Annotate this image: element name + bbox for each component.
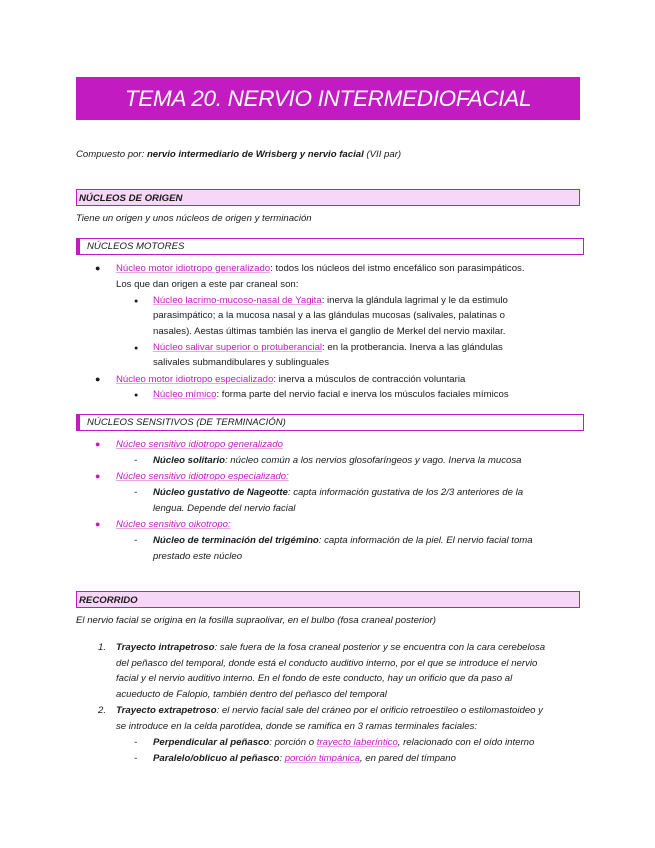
list-number: 1. [98,642,107,653]
motor-sub-1 [153,293,508,309]
recorrido-item-1-term: Trayecto intrapetroso [116,642,215,653]
recorrido-item-1-line3: facial y el nervio auditivo interno. En el fondo de este conducto, hay un orificio que da paso al [116,673,513,684]
recorrido-sub-2-text: , en pared del tímpano [359,753,456,764]
dash-icon: - [134,737,138,748]
bullet-icon: ● [95,263,101,273]
motor-sub-2-term: Núcleo salivar superior o protuberancial [153,342,323,353]
recorrido-item-2-term: Trayecto extrapetroso [116,705,217,716]
motor-item-1-text: : todos los núcleos del istmo encefálico son parasimpáticos. [270,263,525,274]
bullet-icon: ● [95,471,101,481]
sens-item-1-term: Núcleo sensitivo idiotropo generalizado [116,439,283,450]
nucleos-origen-desc: Tiene un origen y unos núcleos de origen y terminación [76,213,312,224]
recorrido-sub-1-text: , relacionado con el oído interno [397,737,535,748]
recorrido-sub-1-mid: : porción o [269,737,317,748]
recorrido-desc: El nervio facial se origina en la fosilla supraolivar, en el bulbo (fosa craneal posterior) [76,615,436,626]
motor-item-2 [116,372,465,388]
motor-item-1-line2: Los que dan origen a este par craneal son: [116,279,299,290]
recorrido-sub-2-pink: porción timpánica [284,753,360,764]
recorrido-sub-1 [153,735,534,751]
sens-sub-2-term: Núcleo gustativo de Nageotte [153,487,288,498]
sens-sub-1-term: Núcleo solitario [153,455,225,466]
bullet-icon: ● [95,374,101,384]
recorrido-sub-2 [153,751,456,767]
recorrido-sub-2-mid: : [279,753,285,764]
motor-sub-1-text: : inerva la glándula lagrimal y le da estimulo [321,295,508,306]
recorrido-item-2-text: : el nervio facial sale del cráneo por el orificio retroestileo o estilomastoideo y [216,705,543,716]
motor-item-1 [116,261,525,277]
sub-bullet-icon: ● [134,392,139,399]
recorrido-item-1-text: : sale fuera de la fosa craneal posterior y se encuentra con la cara cerebelosa [214,642,546,653]
section-header-recorrido: RECORRIDO [76,591,580,608]
sub-bullet-icon: ● [134,298,139,305]
motor-sub-1-term: Núcleo lacrimo-mucoso-nasal de Yagita [153,295,322,306]
bullet-icon: ● [95,439,101,449]
bullet-icon: ● [95,519,101,529]
recorrido-sub-1-term: Perpendicular al peñasco [153,737,270,748]
sens-sub-3-term: Núcleo de terminación del trigémino [153,535,319,546]
motor-sub-1-line3: nasales). Aestas últimas también las inerva el ganglio de Merkel del nervio maxilar. [153,326,506,337]
sens-sub-3 [153,533,533,549]
recorrido-item-1-line4: acueducto de Falopio, también dentro del peñasco del temporal [116,689,387,700]
sens-sub-2 [153,485,523,501]
motor-sub-3-text: : forma parte del nervio facial e inerva los músculos faciales mímicos [216,389,509,400]
sens-sub-2-line2: lengua. Depende del nervio facial [153,503,296,514]
sens-sub-3-text: : capta información de la piel. El nervio facial toma [318,535,533,546]
sens-sub-3-line2: prestado este núcleo [153,551,243,562]
dash-icon: - [134,753,138,764]
intro-line [76,147,401,163]
sens-item-3-term: Núcleo sensitivo oikotropo: [116,519,231,530]
motor-sub-2 [153,340,503,356]
section-header-nucleos-origen: NÚCLEOS DE ORIGEN [76,189,580,206]
motor-sub-3 [153,387,509,403]
sens-item-2-term: Núcleo sensitivo idiotropo especializado: [116,471,289,482]
list-number: 2. [98,705,107,716]
intro-suffix: (VII par) [363,149,402,160]
motor-sub-1-line2: parasimpático; a la mucosa nasal y a las glándulas mucosas (salivales, palatinas o [153,310,505,321]
dash-icon: - [134,535,138,546]
recorrido-item-1-line2: del peñasco del temporal, donde está el conducto auditivo interno, por el que se introduce el nervio [116,658,538,669]
dash-icon: - [134,487,138,498]
motor-item-1-term: Núcleo motor idiotropo generalizado [116,263,271,274]
dash-icon: - [134,455,138,466]
subsection-header-sensitivos: NÚCLEOS SENSITIVOS (DE TERMINACIÓN) [76,414,584,431]
page-title: TEMA 20. NERVIO INTERMEDIOFACIAL [76,77,580,120]
recorrido-item-2 [116,703,543,719]
recorrido-sub-1-pink: trayecto laberíntico [316,737,398,748]
sens-sub-1-text: : núcleo común a los nervios glosofaríngeos y vago. Inerva la mucosa [224,455,522,466]
intro-bold: nervio intermediario de Wrisberg y nervio facial [146,149,364,160]
subsection-header-motores: NÚCLEOS MOTORES [76,238,584,255]
sens-sub-2-text: : capta información gustativa de los 2/3 anteriores de la [287,487,524,498]
motor-sub-3-term: Núcleo mímico [153,389,217,400]
motor-item-2-term: Núcleo motor idiotropo especializado [116,374,274,385]
recorrido-item-1 [116,640,545,656]
motor-item-2-text: : inerva a músculos de contracción voluntaria [273,374,466,385]
recorrido-sub-2-term: Paralelo/oblicuo al peñasco [153,753,280,764]
intro-prefix: Compuesto por: [76,149,147,160]
sens-sub-1 [153,453,521,469]
sub-bullet-icon: ● [134,345,139,352]
motor-sub-2-text: : en la protberancia. Inerva a las glándulas [322,342,503,353]
motor-sub-2-line2: salivales submandibulares y sublinguales [153,357,329,368]
recorrido-item-2-line2: se introduce en la celda parotídea, donde se ramifica en 3 ramas terminales faciales: [116,721,478,732]
